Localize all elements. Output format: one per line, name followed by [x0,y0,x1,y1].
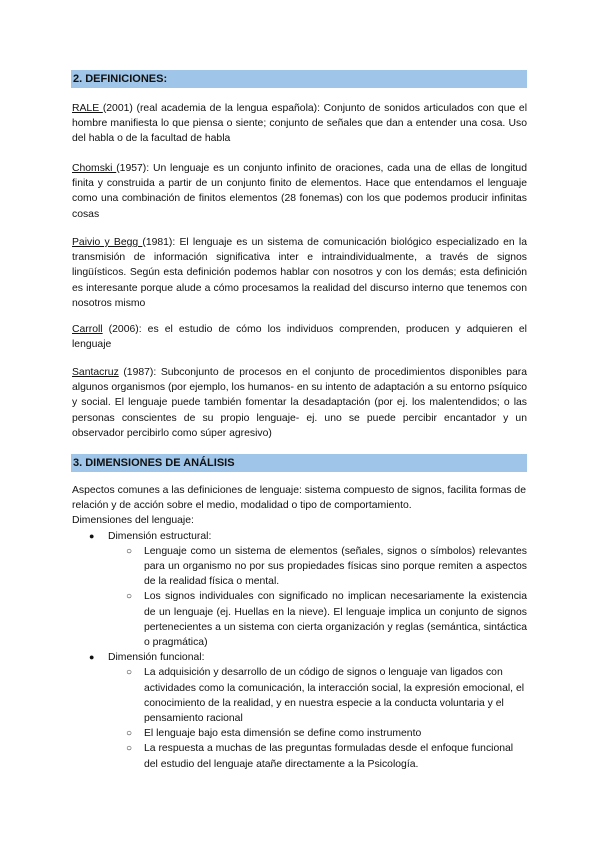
definition-text: (2006): es el estudio de cómo los individuos comprenden, producen y adquieren el lenguaje [72,324,527,351]
author-name: Chomski [72,163,117,174]
list-item [108,726,527,741]
definition-text: (1957): Un lenguaje es un conjunto infinito de oraciones, cada una de ellas de longitud finita y construida a partir de un conjunto finito de elementos. Hace que entendamos el lenguaje como una combinación de finitos elementos (28 fonemas) con los que podemos producir infinitas cosas [72,163,527,220]
list-item [108,741,527,771]
dimension-structural-items [72,544,527,650]
list-item-text: La respuesta a muchas de las preguntas formuladas desde el enfoque funcional del estudio del lenguaje atañe directamente a la Psicología. [144,743,514,770]
author-name: Santacruz [72,367,119,378]
definition-text: (2001) (real academia de la lengua española): Conjunto de sonidos articulados con que el hombre manifiesta lo que piensa o siente; conjunto de señales que dan a entender una cosa. Uso del habla o de la facultad de habla [72,103,528,145]
list-item [108,589,527,650]
dimension-title: Dimensión funcional: [108,652,205,664]
definition-text: (1987): Subconjunto de procesos en el conjunto de procedimientos disponibles para algunos organismos (por ejemplo, los humanos- en su intento de adaptación a su entorno psíquico y social. El lenguaje puede también fomentar la desadaptación (por ej. los malentendidos; o las personas conscientes de su propio lenguaje- ej. uno se puede percibir encantador y un observador percibirlo como súper agresivo) [72,367,527,439]
dimension-title: Dimensión estructural: [108,530,212,542]
definition-rale [72,101,527,147]
definition-chomski [72,161,527,222]
list-item-text: Los signos individuales con significado no implican necesariamente la existencia de un lenguaje (ej. Huellas en la nieve). El lenguaje implica un conjunto de signos pertenecientes a un sistema con cierta organización y reglas (semántica, sintáctica o pragmática) [144,591,527,649]
author-name: RALE [72,103,103,114]
bullet-circle-icon: ○ [126,728,133,740]
list-item-text: La adquisición y desarrollo de un código de signos o lenguaje van ligados con actividades como la comunicación, la interacción social, la expresión emocional, el conocimiento de la realidad, y en nuestra especie a la conducta voluntaria y el pensamiento racional [144,667,525,725]
bullet-circle-icon: ○ [126,545,133,557]
bullet-disc-icon: ● [89,530,95,541]
bullet-disc-icon: ● [89,652,95,663]
intro-text: Aspectos comunes a las definiciones de lenguaje: sistema compuesto de signos, facilita formas de relación y de acción sobre el medio, modalidad o tipo de comportamiento. [72,485,526,512]
definition-text: (1981): El lenguaje es un sistema de comunicación biológico especializado en la transmisión de información significativa inter e intraindividualmente, a través de signos lingüísticos. Según esta definición podemos hablar con nosotros y con los demás; esta definición es interesante porque alude a cómo procesamos la realidad del discurso interno que tenemos con nosotros mismo [72,237,527,309]
dimension-functional-items [72,665,527,771]
dimensions-label: Dimensiones del lenguaje: [72,515,194,527]
bullet-circle-icon: ○ [126,667,133,679]
definition-carroll [72,322,527,352]
definition-paivio-begg [72,235,527,311]
dimension-functional [72,650,527,665]
author-name: Paivio y Begg [72,237,143,248]
list-item [108,665,527,726]
bullet-circle-icon: ○ [126,591,133,603]
section-heading-definiciones: 2. DEFINICIONES: [71,70,527,88]
section-heading-dimensiones: 3. DIMENSIONES DE ANÁLISIS [71,454,527,472]
list-item-text: Lenguaje como un sistema de elementos (señales, signos o símbolos) relevantes para un organismo no por sus propiedades físicas sino porque remiten a aspectos de la realidad física o mental. [144,545,527,588]
dimensions-section [72,483,527,772]
author-name: Carroll [72,324,103,335]
bullet-circle-icon: ○ [126,743,133,755]
list-item [108,544,527,590]
definition-santacruz [72,365,527,441]
dimension-structural [72,529,527,544]
dimensions-list [72,529,527,772]
list-item-text: El lenguaje bajo esta dimensión se define como instrumento [144,728,422,740]
